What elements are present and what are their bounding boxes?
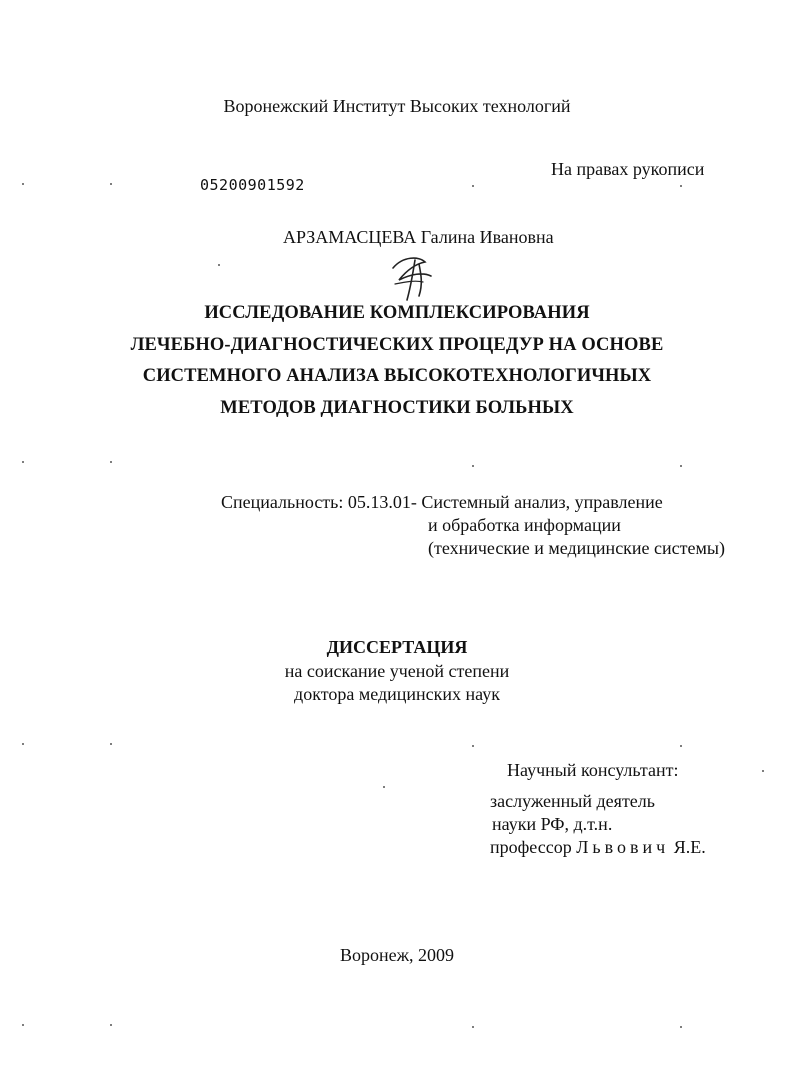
scan-speck [110, 1024, 112, 1026]
specialty-line-2: и обработка информации [428, 515, 621, 535]
title-line-2: ЛЕЧЕБНО-ДИАГНОСТИЧЕСКИХ ПРОЦЕДУР НА ОСНОВЕ [130, 335, 664, 355]
institution-name: Воронежский Институт Высоких технологий [223, 96, 571, 116]
scan-speck [472, 1026, 474, 1028]
scan-speck [110, 461, 112, 463]
scan-speck [472, 465, 474, 467]
consultant-line-1: заслуженный деятель [490, 791, 655, 811]
consultant-line-2: науки РФ, д.т.н. [492, 814, 613, 834]
consultant-line-3 [490, 836, 706, 858]
dissertation-heading: ДИССЕРТАЦИЯ [326, 637, 468, 657]
title-line-4: МЕТОДОВ ДИАГНОСТИКИ БОЛЬНЫХ [220, 398, 574, 418]
scan-speck [680, 185, 682, 187]
signature-mark [385, 250, 445, 308]
title-line-1: ИССЛЕДОВАНИЕ КОМПЛЕКСИРОВАНИЯ [204, 303, 590, 323]
author-name: АРЗАМАСЦЕВА Галина Ивановна [283, 227, 554, 247]
consultant-title: профессор [490, 837, 577, 857]
city-year: Воронеж, 2009 [339, 945, 455, 965]
manuscript-note: На правах рукописи [551, 159, 705, 179]
dissertation-line-2: доктора медицинских наук [294, 684, 500, 704]
scan-speck [472, 745, 474, 747]
scan-speck [110, 183, 112, 185]
scan-speck [680, 465, 682, 467]
scan-speck [472, 185, 474, 187]
title-line-3: СИСТЕМНОГО АНАЛИЗА ВЫСОКОТЕХНОЛОГИЧНЫХ [142, 366, 652, 386]
scan-speck [22, 461, 24, 463]
consultant-initials: Я.Е. [669, 837, 706, 857]
scan-speck [218, 264, 220, 266]
scan-speck [110, 743, 112, 745]
scan-speck [383, 786, 385, 788]
specialty-line-1: Специальность: 05.13.01- Системный анализ, управление [221, 492, 663, 512]
specialty-line-3: (технические и медицинские системы) [428, 538, 725, 558]
scan-speck [762, 770, 764, 772]
dissertation-line-1: на соискание ученой степени [284, 661, 510, 681]
archive-number: 05200901592 [200, 176, 305, 194]
scan-speck [680, 745, 682, 747]
scan-speck [680, 1026, 682, 1028]
scan-speck [22, 183, 24, 185]
scan-speck [22, 743, 24, 745]
consultant-surname: Львович [576, 837, 670, 857]
scan-speck [22, 1024, 24, 1026]
consultant-heading: Научный консультант: [507, 760, 679, 780]
